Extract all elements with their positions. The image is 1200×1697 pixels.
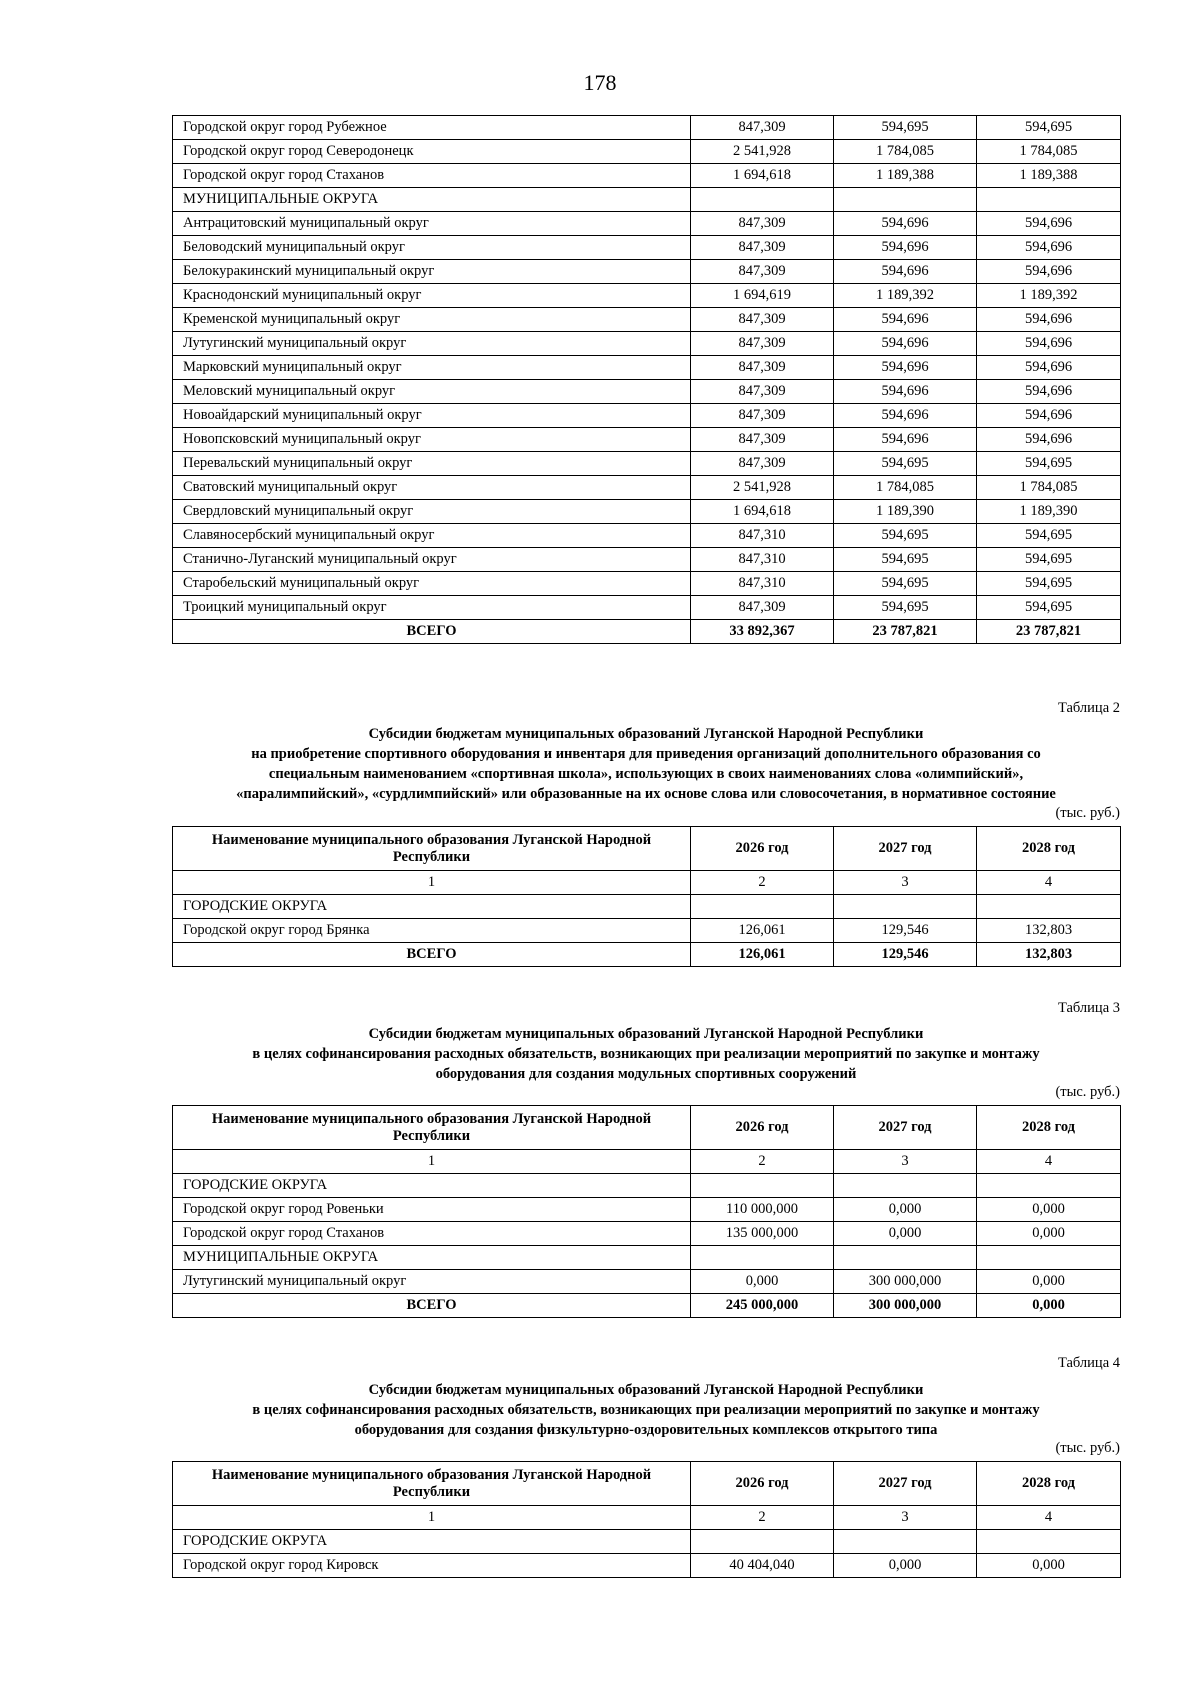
table-row	[173, 260, 1121, 284]
row-value-cell: 110 000,000	[691, 1198, 834, 1222]
header-year-cell: 2026 год	[691, 1106, 834, 1150]
table-1	[172, 115, 1121, 644]
row-value-cell: 0,000	[977, 1270, 1121, 1294]
row-value-cell: 1 189,388	[834, 164, 977, 188]
row-value-cell: 594,695	[977, 596, 1121, 620]
table-3	[172, 1105, 1121, 1318]
row-value-cell: 847,310	[691, 572, 834, 596]
index-cell: 4	[977, 1506, 1121, 1530]
row-value-cell: 594,696	[977, 308, 1121, 332]
row-value-cell: 0,000	[834, 1198, 977, 1222]
table-row	[173, 140, 1121, 164]
table-4-title-line: оборудования для создания физкультурно-оздоровительных комплексов открытого типа	[354, 1422, 938, 1438]
row-value-cell	[691, 1530, 834, 1554]
table-row	[173, 236, 1121, 260]
table-index-row	[173, 1506, 1121, 1530]
total-label-cell: ВСЕГО	[173, 1294, 691, 1318]
row-value-cell: 1 694,618	[691, 500, 834, 524]
table-4-units: (тыс. руб.)	[1055, 1440, 1120, 1456]
header-name-cell: Наименование муниципального образования Луганской Народной Республики	[173, 1462, 691, 1506]
row-value-cell: 594,696	[834, 212, 977, 236]
row-value-cell: 594,695	[834, 116, 977, 140]
table-2-title	[172, 724, 1120, 804]
row-value-cell: 594,695	[834, 452, 977, 476]
header-name-cell: Наименование муниципального образования Луганской Народной Республики	[173, 1106, 691, 1150]
row-name-cell: Свердловский муниципальный округ	[173, 500, 691, 524]
row-value-cell: 594,696	[834, 380, 977, 404]
row-name-cell: Славяносербский муниципальный округ	[173, 524, 691, 548]
table-row	[173, 919, 1121, 943]
header-year-cell: 2027 год	[834, 827, 977, 871]
row-value-cell	[834, 1530, 977, 1554]
row-value-cell: 1 694,618	[691, 164, 834, 188]
row-value-cell: 2 541,928	[691, 140, 834, 164]
row-value-cell: 594,696	[834, 428, 977, 452]
row-value-cell	[834, 895, 977, 919]
row-value-cell: 1 189,392	[977, 284, 1121, 308]
table-3-title-line: оборудования для создания модульных спортивных сооружений	[435, 1066, 857, 1082]
header-year-cell: 2028 год	[977, 1462, 1121, 1506]
row-value-cell: 300 000,000	[834, 1270, 977, 1294]
table-header-row	[173, 1106, 1121, 1150]
header-year-cell: 2028 год	[977, 827, 1121, 871]
table-4-title-line: Субсидии бюджетам муниципальных образований Луганской Народной Республики	[368, 1382, 924, 1398]
table-row	[173, 1554, 1121, 1578]
row-value-cell: 847,309	[691, 596, 834, 620]
row-name-cell: Городской округ город Северодонецк	[173, 140, 691, 164]
row-value-cell: 847,309	[691, 116, 834, 140]
row-value-cell: 594,696	[977, 428, 1121, 452]
table-row	[173, 380, 1121, 404]
row-value-cell: 1 784,085	[834, 140, 977, 164]
header-year-cell: 2028 год	[977, 1106, 1121, 1150]
header-name-cell: Наименование муниципального образования Луганской Народной Республики	[173, 827, 691, 871]
row-value-cell: 594,696	[977, 260, 1121, 284]
table-row	[173, 1198, 1121, 1222]
table-row	[173, 308, 1121, 332]
row-name-cell: Городской округ город Стаханов	[173, 1222, 691, 1246]
row-value-cell: 847,309	[691, 452, 834, 476]
row-value-cell: 594,696	[977, 380, 1121, 404]
row-value-cell: 847,309	[691, 212, 834, 236]
header-year-cell: 2026 год	[691, 827, 834, 871]
table-2-caption: Таблица 2	[1057, 700, 1120, 716]
total-label-cell: ВСЕГО	[173, 943, 691, 967]
row-value-cell	[977, 1174, 1121, 1198]
table-row	[173, 428, 1121, 452]
index-cell: 1	[173, 871, 691, 895]
total-value-cell: 245 000,000	[691, 1294, 834, 1318]
table-2-units: (тыс. руб.)	[1055, 805, 1120, 821]
total-value-cell: 126,061	[691, 943, 834, 967]
index-cell: 4	[977, 1150, 1121, 1174]
row-value-cell: 594,696	[977, 404, 1121, 428]
table-4-caption: Таблица 4	[1057, 1355, 1120, 1371]
table-2-title-line: «паралимпийский», «сурдлимпийский» или образованные на их основе слова или словосочетания, в нормативное состояние	[236, 786, 1056, 802]
row-value-cell: 847,309	[691, 260, 834, 284]
index-cell: 4	[977, 871, 1121, 895]
table-total-row	[173, 1294, 1121, 1318]
row-name-cell: Беловодский муниципальный округ	[173, 236, 691, 260]
row-name-cell: Антрацитовский муниципальный округ	[173, 212, 691, 236]
table-2-title-line: Субсидии бюджетам муниципальных образований Луганской Народной Республики	[368, 726, 924, 742]
row-name-cell: Станично-Луганский муниципальный округ	[173, 548, 691, 572]
row-name-cell: Белокуракинский муниципальный округ	[173, 260, 691, 284]
row-value-cell: 847,309	[691, 308, 834, 332]
row-value-cell: 847,310	[691, 524, 834, 548]
row-value-cell: 0,000	[977, 1554, 1121, 1578]
table-total-row	[173, 943, 1121, 967]
table-4-title	[172, 1380, 1120, 1440]
row-value-cell	[834, 1246, 977, 1270]
total-value-cell: 132,803	[977, 943, 1121, 967]
row-value-cell: 594,695	[977, 548, 1121, 572]
page-number: 178	[583, 70, 617, 95]
row-value-cell: 1 189,388	[977, 164, 1121, 188]
row-value-cell	[977, 1530, 1121, 1554]
row-value-cell: 135 000,000	[691, 1222, 834, 1246]
row-value-cell: 1 784,085	[977, 476, 1121, 500]
table-row	[173, 1246, 1121, 1270]
row-value-cell: 126,061	[691, 919, 834, 943]
row-value-cell: 594,696	[834, 332, 977, 356]
row-name-cell: Новопсковский муниципальный округ	[173, 428, 691, 452]
row-name-cell: МУНИЦИПАЛЬНЫЕ ОКРУГА	[173, 1246, 691, 1270]
index-cell: 3	[834, 871, 977, 895]
row-name-cell: Городской округ город Брянка	[173, 919, 691, 943]
total-value-cell: 23 787,821	[834, 620, 977, 644]
row-value-cell: 0,000	[977, 1222, 1121, 1246]
row-value-cell: 594,696	[977, 212, 1121, 236]
table-4	[172, 1461, 1121, 1578]
row-value-cell: 594,695	[977, 116, 1121, 140]
row-value-cell: 594,695	[977, 524, 1121, 548]
table-row	[173, 1222, 1121, 1246]
row-value-cell: 847,309	[691, 380, 834, 404]
row-value-cell: 594,696	[834, 260, 977, 284]
row-value-cell	[834, 1174, 977, 1198]
header-year-cell: 2027 год	[834, 1462, 977, 1506]
row-value-cell	[977, 895, 1121, 919]
row-value-cell: 594,696	[834, 404, 977, 428]
table-row	[173, 332, 1121, 356]
table-row	[173, 1174, 1121, 1198]
row-value-cell: 847,309	[691, 356, 834, 380]
row-name-cell: Кременской муниципальный округ	[173, 308, 691, 332]
index-cell: 1	[173, 1150, 691, 1174]
row-value-cell: 594,696	[977, 236, 1121, 260]
table-row	[173, 212, 1121, 236]
table-header-row	[173, 1462, 1121, 1506]
table-index-row	[173, 871, 1121, 895]
index-cell: 2	[691, 871, 834, 895]
table-3-title-line: в целях софинансирования расходных обязательств, возникающих при реализации мероприятий по закупке и монтажу	[252, 1046, 1040, 1062]
row-name-cell: Сватовский муниципальный округ	[173, 476, 691, 500]
row-value-cell: 1 189,390	[977, 500, 1121, 524]
total-value-cell: 0,000	[977, 1294, 1121, 1318]
row-value-cell: 847,310	[691, 548, 834, 572]
row-value-cell: 2 541,928	[691, 476, 834, 500]
row-value-cell: 0,000	[977, 1198, 1121, 1222]
row-name-cell: Городской округ город Рубежное	[173, 116, 691, 140]
row-name-cell: Перевальский муниципальный округ	[173, 452, 691, 476]
row-value-cell: 594,696	[977, 332, 1121, 356]
row-value-cell: 847,309	[691, 428, 834, 452]
row-value-cell: 1 189,392	[834, 284, 977, 308]
table-row	[173, 596, 1121, 620]
row-value-cell: 594,696	[834, 356, 977, 380]
header-year-cell: 2027 год	[834, 1106, 977, 1150]
row-value-cell	[691, 1174, 834, 1198]
table-header-row	[173, 827, 1121, 871]
row-name-cell: ГОРОДСКИЕ ОКРУГА	[173, 895, 691, 919]
row-value-cell: 40 404,040	[691, 1554, 834, 1578]
row-name-cell: Марковский муниципальный округ	[173, 356, 691, 380]
total-value-cell: 129,546	[834, 943, 977, 967]
row-value-cell: 594,695	[977, 452, 1121, 476]
table-row	[173, 188, 1121, 212]
row-value-cell	[977, 1246, 1121, 1270]
total-value-cell: 300 000,000	[834, 1294, 977, 1318]
row-value-cell: 129,546	[834, 919, 977, 943]
row-value-cell: 1 189,390	[834, 500, 977, 524]
table-row	[173, 116, 1121, 140]
table-total-row	[173, 620, 1121, 644]
row-value-cell	[977, 188, 1121, 212]
table-row	[173, 356, 1121, 380]
row-value-cell: 594,695	[834, 524, 977, 548]
table-row	[173, 404, 1121, 428]
total-value-cell: 33 892,367	[691, 620, 834, 644]
row-name-cell: ГОРОДСКИЕ ОКРУГА	[173, 1174, 691, 1198]
row-value-cell	[691, 188, 834, 212]
row-value-cell	[691, 1246, 834, 1270]
table-index-row	[173, 1150, 1121, 1174]
index-cell: 1	[173, 1506, 691, 1530]
row-value-cell: 0,000	[691, 1270, 834, 1294]
table-3-caption: Таблица 3	[1057, 1000, 1120, 1016]
row-value-cell: 594,696	[977, 356, 1121, 380]
index-cell: 2	[691, 1150, 834, 1174]
row-value-cell: 594,695	[834, 572, 977, 596]
row-name-cell: Троицкий муниципальный округ	[173, 596, 691, 620]
row-value-cell: 594,696	[834, 236, 977, 260]
row-name-cell: Городской округ город Стаханов	[173, 164, 691, 188]
row-value-cell	[834, 188, 977, 212]
row-name-cell: Старобельский муниципальный округ	[173, 572, 691, 596]
row-value-cell	[691, 895, 834, 919]
index-cell: 3	[834, 1150, 977, 1174]
row-name-cell: Лутугинский муниципальный округ	[173, 1270, 691, 1294]
row-name-cell: Меловский муниципальный округ	[173, 380, 691, 404]
row-value-cell: 0,000	[834, 1554, 977, 1578]
table-row	[173, 164, 1121, 188]
table-row	[173, 572, 1121, 596]
row-value-cell: 847,309	[691, 236, 834, 260]
table-2-title-line: на приобретение спортивного оборудования и инвентаря для приведения организаций дополнительного образования со	[251, 746, 1041, 762]
row-value-cell: 1 784,085	[834, 476, 977, 500]
row-value-cell: 1 784,085	[977, 140, 1121, 164]
row-name-cell: Краснодонский муниципальный округ	[173, 284, 691, 308]
row-name-cell: Городской округ город Ровеньки	[173, 1198, 691, 1222]
row-value-cell: 847,309	[691, 404, 834, 428]
table-2-title-line: специальным наименованием «спортивная школа», использующих в своих наименованиях слова «олимпийский»,	[268, 766, 1024, 782]
row-value-cell: 0,000	[834, 1222, 977, 1246]
table-3-title	[172, 1024, 1120, 1084]
table-4-title-line: в целях софинансирования расходных обязательств, возникающих при реализации мероприятий по закупке и монтажу	[252, 1402, 1040, 1418]
table-row	[173, 548, 1121, 572]
table-2	[172, 826, 1121, 967]
table-3-units: (тыс. руб.)	[1055, 1084, 1120, 1100]
row-name-cell: ГОРОДСКИЕ ОКРУГА	[173, 1530, 691, 1554]
row-value-cell: 1 694,619	[691, 284, 834, 308]
table-row	[173, 476, 1121, 500]
row-name-cell: Городской округ город Кировск	[173, 1554, 691, 1578]
row-value-cell: 594,695	[977, 572, 1121, 596]
header-year-cell: 2026 год	[691, 1462, 834, 1506]
table-row	[173, 284, 1121, 308]
row-name-cell: Лутугинский муниципальный округ	[173, 332, 691, 356]
row-value-cell: 594,695	[834, 596, 977, 620]
table-row	[173, 1270, 1121, 1294]
row-value-cell: 847,309	[691, 332, 834, 356]
row-name-cell: МУНИЦИПАЛЬНЫЕ ОКРУГА	[173, 188, 691, 212]
table-row	[173, 452, 1121, 476]
table-3-title-line: Субсидии бюджетам муниципальных образований Луганской Народной Республики	[368, 1026, 924, 1042]
row-value-cell: 594,695	[834, 548, 977, 572]
table-row	[173, 524, 1121, 548]
row-value-cell: 594,696	[834, 308, 977, 332]
row-value-cell: 132,803	[977, 919, 1121, 943]
index-cell: 2	[691, 1506, 834, 1530]
index-cell: 3	[834, 1506, 977, 1530]
total-label-cell: ВСЕГО	[173, 620, 691, 644]
table-row	[173, 500, 1121, 524]
row-name-cell: Новоайдарский муниципальный округ	[173, 404, 691, 428]
total-value-cell: 23 787,821	[977, 620, 1121, 644]
table-row	[173, 1530, 1121, 1554]
table-row	[173, 895, 1121, 919]
